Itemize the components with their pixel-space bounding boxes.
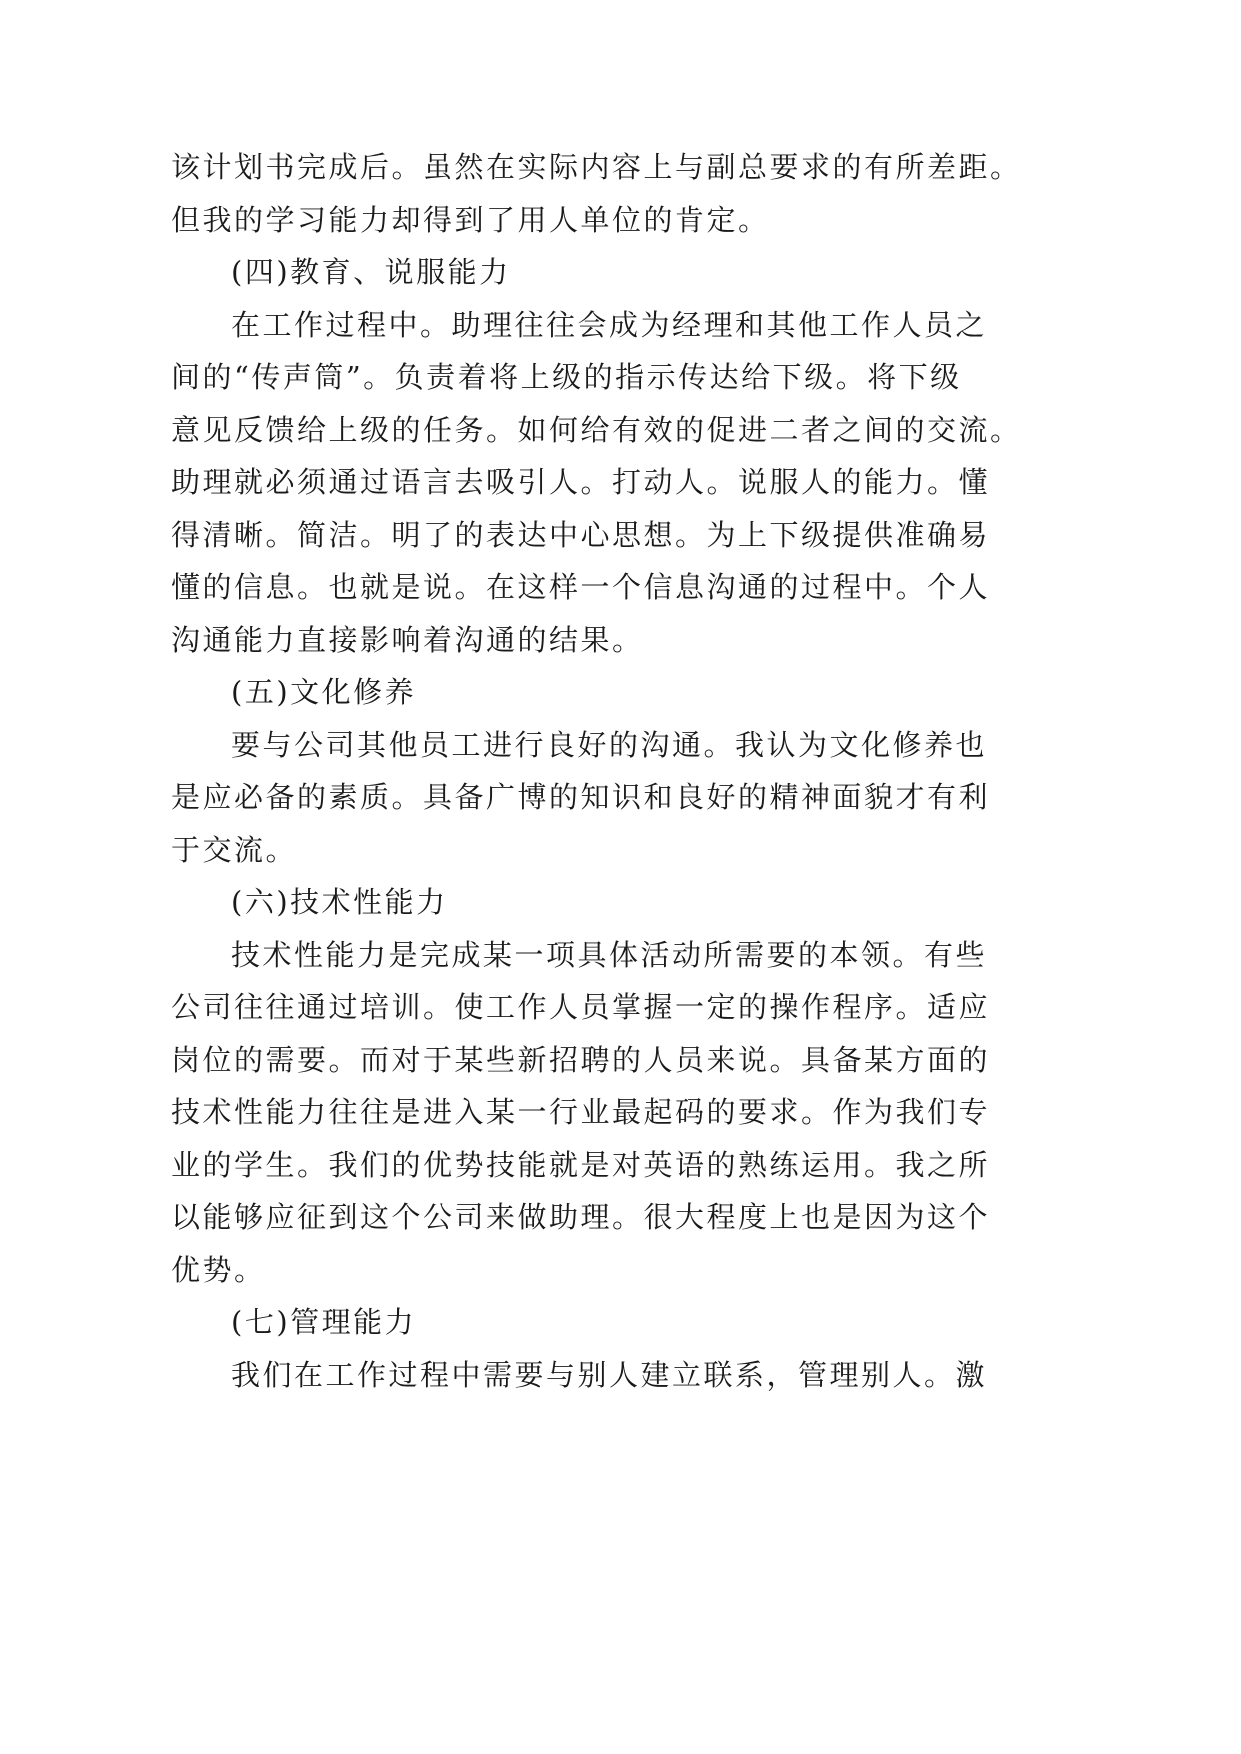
paragraph-culture — [171, 719, 991, 877]
text-line: 沟通能力直接影响着沟通的结果。 — [171, 622, 644, 657]
text-line: 间的“传声筒”。负责着将上级的指示传达给下级。将下级 — [171, 360, 962, 394]
heading-text: (六)技术性能力 — [231, 885, 448, 919]
document-page — [171, 141, 1022, 1401]
section-heading-4 — [171, 246, 971, 299]
text-line: 要与公司其他员工进行良好的沟通。我认为文化修养也 — [231, 727, 988, 762]
text-line: 是应必备的素质。具备广博的知识和良好的精神面貌才有利 — [171, 780, 991, 814]
paragraph-management — [171, 1349, 988, 1402]
heading-text: (七)管理能力 — [231, 1305, 417, 1339]
text-line: 我们在工作过程中需要与别人建立联系，管理别人。激 — [231, 1357, 988, 1392]
text-line: 在工作过程中。助理往往会成为经理和其他工作人员之 — [231, 307, 988, 342]
text-line: 得清晰。简洁。明了的表达中心思想。为上下级提供准确易 — [171, 517, 991, 552]
section-heading-6 — [171, 876, 971, 929]
paragraph-persuasion — [171, 299, 1022, 667]
text-line: 业的学生。我们的优势技能就是对英语的熟练运用。我之所 — [171, 1147, 991, 1182]
heading-text: (四)教育、说服能力 — [231, 255, 511, 289]
text-line: 以能够应征到这个公司来做助理。很大程度上也是因为这个 — [171, 1200, 991, 1234]
text-line: 技术性能力往往是进入某一行业最起码的要求。作为我们专 — [171, 1095, 991, 1129]
section-heading-5 — [171, 666, 971, 719]
heading-text: (五)文化修养 — [231, 675, 417, 709]
paragraph-continuation — [171, 141, 1022, 246]
text-line: 意见反馈给上级的任务。如何给有效的促进二者之间的交流。 — [171, 412, 1022, 447]
text-line: 岗位的需要。而对于某些新招聘的人员来说。具备某方面的 — [171, 1042, 991, 1077]
section-heading-7 — [171, 1296, 971, 1349]
text-line: 技术性能力是完成某一项具体活动所需要的本领。有些 — [231, 937, 988, 972]
text-line: 于交流。 — [171, 832, 298, 867]
text-line: 助理就必须通过语言去吸引人。打动人。说服人的能力。懂 — [171, 465, 991, 499]
paragraph-technical — [171, 929, 991, 1297]
text-line: 优势。 — [171, 1252, 266, 1287]
text-line: 但我的学习能力却得到了用人单位的肯定。 — [171, 202, 770, 237]
text-line: 公司往往通过培训。使工作人员掌握一定的操作程序。适应 — [171, 990, 991, 1024]
text-line: 该计划书完成后。虽然在实际内容上与副总要求的有所差距。 — [171, 150, 1022, 184]
text-line: 懂的信息。也就是说。在这样一个信息沟通的过程中。个人 — [171, 570, 991, 604]
